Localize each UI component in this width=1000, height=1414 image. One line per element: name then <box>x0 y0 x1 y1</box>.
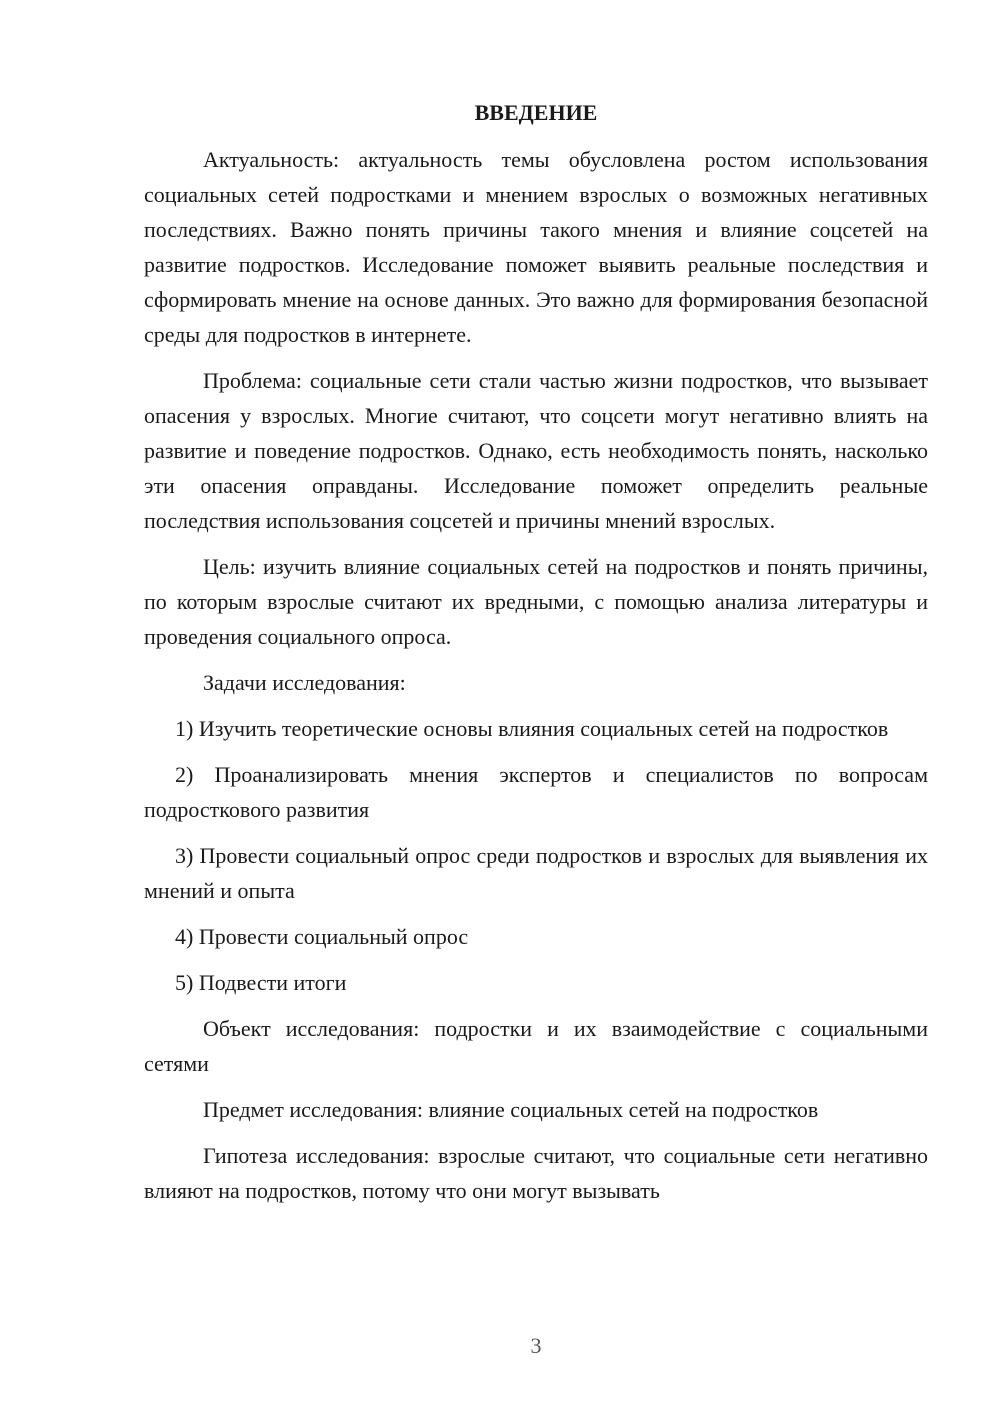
page-number: 3 <box>530 1333 542 1358</box>
problem-paragraph: Проблема: социальные сети стали частью жизни подростков, что вызывает опасения у взрослых. Многие считают, что соцсети могут негативно влиять на развитие и поведение подростков. Однако, есть необходимость понять, насколько эти опасения оправданы. Исследование поможет определить реальные последствия использования соцсетей и причины мнений взрослых. <box>144 368 928 533</box>
section-heading: ВВЕДЕНИЕ <box>474 100 598 125</box>
subject-paragraph: Предмет исследования: влияние социальных сетей на подростков <box>203 1097 819 1122</box>
task-item-3: 3) Провести социальный опрос среди подростков и взрослых для выявления их мнений и опыта <box>144 843 928 903</box>
task-item-1: 1) Изучить теоретические основы влияния социальных сетей на подростков <box>175 716 889 741</box>
task-item-2: 2) Проанализировать мнения экспертов и специалистов по вопросам подросткового развития <box>144 762 928 822</box>
object-paragraph: Объект исследования: подростки и их взаимодействие с социальными сетями <box>144 1016 928 1076</box>
page-content <box>144 95 928 1219</box>
tasks-title: Задачи исследования: <box>203 670 406 695</box>
task-item-5: 5) Подвести итоги <box>175 970 347 995</box>
relevance-paragraph: Актуальность: актуальность темы обусловлена ростом использования социальных сетей подростками и мнением взрослых о возможных негативных последствиях. Важно понять причины такого мнения и влияние соцсетей на развитие подростков. Исследование поможет выявить реальные последствия и сформировать мнение на основе данных. Это важно для формирования безопасной среды для подростков в интернете. <box>144 147 928 347</box>
task-item-4: 4) Провести социальный опрос <box>175 924 469 949</box>
goal-paragraph: Цель: изучить влияние социальных сетей на подростков и понять причины, по которым взрослые считают их вредными, с помощью анализа литературы и проведения социального опроса. <box>144 554 928 649</box>
hypothesis-paragraph: Гипотеза исследования: взрослые считают, что социальные сети негативно влияют на подростков, потому что они могут вызывать <box>144 1143 928 1203</box>
